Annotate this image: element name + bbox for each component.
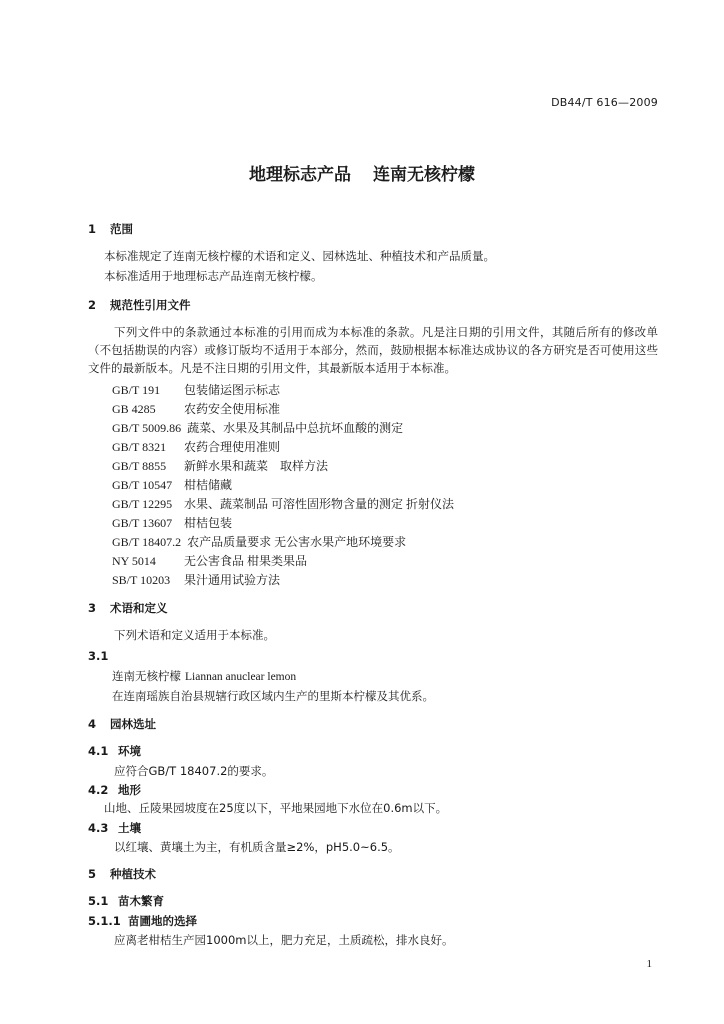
section-2-heading <box>88 297 191 313</box>
section-1-heading <box>88 221 133 237</box>
title-part2: 连南无核柠檬 <box>373 165 475 185</box>
reference-item: GB/T 10547 柑桔储藏 <box>112 478 233 492</box>
reference-item: SB/T 10203 果汁通用试验方法 <box>112 573 281 587</box>
reference-item: GB/T 12295 水果、蔬菜制品 可溶性固形物含量的测定 折射仪法 <box>112 497 455 511</box>
section-3-heading <box>88 600 168 616</box>
clause-3-1-number: 3.1 <box>88 649 109 663</box>
section-number: 3 <box>88 601 97 615</box>
reference-item: GB/T 8321 农药合理使用准则 <box>112 440 281 454</box>
section-1-para-2: 本标准适用于地理标志产品连南无核柠檬。 <box>104 269 323 283</box>
clause-5-1-1-heading: 5.1.1 苗圃地的选择 <box>88 914 197 928</box>
reference-item: GB/T 8855 新鲜水果和蔬菜 取样方法 <box>112 459 329 473</box>
section-2-paragraph: 下列文件中的条款通过本标准的引用而成为本标准的条款。凡是注日期的引用文件，其随后所有的修改单（不包括勘误的内容）或修订版均不适用于本部分，然而，鼓励根据本标准达成协议的各方研究是否可使用这些文件的最新版本。凡是不注日期的引用文件，其最新版本适用于本标准。 <box>88 325 658 375</box>
section-number: 1 <box>88 222 97 236</box>
term-entry <box>112 668 296 685</box>
term-definition: 在连南瑶族自治县规辖行政区域内生产的里斯本柠檬及其优系。 <box>112 689 434 703</box>
clause-4-1-heading: 4.1 环境 <box>88 744 141 758</box>
clause-4-2-text: 山地、丘陵果园坡度在25度以下，平地果园地下水位在0.6m以下。 <box>104 801 448 815</box>
section-title: 术语和定义 <box>110 601 168 615</box>
section-title: 园林选址 <box>110 717 156 731</box>
clause-4-1-text: 应符合GB/T 18407.2的要求。 <box>114 764 274 778</box>
section-number: 5 <box>88 867 97 881</box>
clause-4-2-heading: 4.2 地形 <box>88 783 141 797</box>
title-part1: 地理标志产品 <box>249 165 351 185</box>
standard-code: DB44/T 616—2009 <box>551 96 658 109</box>
clause-5-1-heading: 5.1 苗木繁育 <box>88 894 164 908</box>
reference-item: GB/T 191 包装储运图示标志 <box>112 383 281 397</box>
section-4-heading <box>88 716 156 732</box>
reference-item: GB/T 5009.86 蔬菜、水果及其制品中总抗坏血酸的测定 <box>112 421 404 435</box>
term-english: Liannan anuclear lemon <box>185 671 297 683</box>
clause-5-1-1-text: 应离老柑桔生产园1000m以上，肥力充足，土质疏松，排水良好。 <box>114 933 454 947</box>
term-chinese: 连南无核柠檬 <box>112 669 181 683</box>
section-3-intro: 下列术语和定义适用于本标准。 <box>114 628 275 642</box>
reference-item: GB/T 13607 柑桔包装 <box>112 516 233 530</box>
section-1-para-1: 本标准规定了连南无核柠檬的术语和定义、园林选址、种植技术和产品质量。 <box>104 249 495 263</box>
section-title: 种植技术 <box>110 867 156 881</box>
document-title <box>0 160 724 185</box>
reference-item: GB 4285 农药安全使用标准 <box>112 402 281 416</box>
section-number: 2 <box>88 298 97 312</box>
reference-item: GB/T 18407.2 农产品质量要求 无公害水果产地环境要求 <box>112 535 407 549</box>
section-number: 4 <box>88 717 97 731</box>
reference-item: NY 5014 无公害食品 柑果类果品 <box>112 554 308 568</box>
page-number: 1 <box>646 958 652 970</box>
clause-4-3-heading: 4.3 土壤 <box>88 821 141 835</box>
clause-4-3-text: 以红壤、黄壤土为主，有机质含量≥2%，pH5.0~6.5。 <box>114 840 400 854</box>
section-title: 范围 <box>110 222 133 236</box>
section-title: 规范性引用文件 <box>110 298 191 312</box>
section-5-heading <box>88 866 156 882</box>
